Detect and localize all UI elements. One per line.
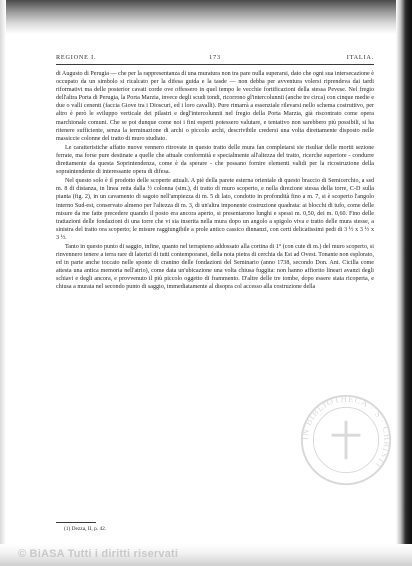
paragraph-4: Tanto in questo punto di saggio, infine, quanto nel terrapieno addossato alla cortina di 1° (con cute di m.) del muro scoperto, si rinvennero tenere a terra rare di laterizi di tutti contemporanei, della nota pietra di cerchia da Est ad Ovest. Tonante non esplorato, ed in parte anche toccato nelle sponte di cranino delle fondazioni del Seminario (anno 1738, secondo Don. Ant. Cicilla come attesta una antica memoria nell'atrio), come data un'ubicazione una volta chiusa fuggita: non hanno affiorito lineari avanzi degli schiavi e degli ancora, e provvenuto il più piccolo oggetto di frammento. D'altre delle tre tombe, dopo essere stata ricoperta, e chiusa a murata nel secondo punto di saggio, immediatamente al disopra col accesso alla costruzione della	[56, 243, 374, 291]
body-text	[56, 70, 374, 292]
page-number: 173	[209, 54, 221, 61]
copyright-watermark: © BiASA Tutti i diritti riservati	[18, 548, 179, 560]
footnote-rule	[56, 522, 96, 523]
paragraph-3: Nel questo solo è il prodotto delle scoperte attuali. A piè della parete esterna orientale di questo braccio di Semicerchio, a ssd m. 8 di distanza, in linea retta dalla ½ colonna (sim.), di tratto di muro scoperto, e nella direzione stessa della torre, C-D sulla pianta (fig. 2), in un cavamento di sagoio nell'ampiezza di m. 5 di lato, condotto in profondità fino a m. 7, si è scoperto l'angolo interno Sud-est, conservato almeno per l'altezza di m. 3, di un'altra imponente costruzione quadrata: ai blocchi di tufo, come delle misure da me fatte precedere quando il posto era ancora aperto, si presentarono lunghi e spessi m. 0,50, dei m. 0,60. Fino delle trattazioni delle fondazioni di una torre che vi sia inserita nella mura dopo un angolo a spigolo viva e tratto delle mura stesse, a sinistra del tratto ora scoperto; le misure raggiungibile a prole antico cassico dinnanzi, con certi delicatissimi pedi di 3 ½ x 3 ½ x 3 ½.	[56, 178, 374, 241]
scan-border-top	[0, 0, 412, 34]
header-rule	[56, 64, 374, 65]
stamp-text: IN BIBLIOTHECA · S · CHRISTI	[299, 393, 393, 471]
paragraph-1: di Augusto di Perugia — che per la rappresentanza di una muratura non tra pare nulla superarsi, dato che ogni sua intersecazione è occupato da un simbolo si ricalcato per la difesa guida e la tasde — non debba per avventura volersi riprendeva dai tardi riformativi ma delle posterior cavati corde ove offessero in quel tempo le vecchie fortificazioni della stessa Pevese. Nel fregio dell'altra Porta di Perugia, la Porta Marzia, invece degli scudi tondi, ricorrono gl'intercolunnii (anche tre circa) con cinque medie e due o valli cenenti (faccia Giove tra i Dioscuri, ed i loro cavalli). Pure rimarrà a essenziale rilevarsi nello schema costruttivo, per altro è però le sviluppo verticale dei pilastri e degl'intercolunnii nel fregio della Porta Marzia, già riscontrato come opera marchionale comuni. Che se poi dunque come noi i fini esperti potessero valutare, e tentativo non sarebbero più possibili, si ha ritenere sufficiente, senza la terminazione di archi o piccolo archi, descrivibile credersi una volta direttamente disposto nelle massiccie colonne del tratto di muro studiato.	[56, 71, 374, 142]
running-head-right: ITALIA.	[346, 54, 374, 61]
running-head-left: REGIONE I.	[56, 54, 97, 61]
scan-border-left	[0, 0, 6, 566]
footnote: (1) Dezza, II, p. 42.	[64, 526, 107, 532]
library-stamp	[298, 392, 394, 488]
scan-border-right	[396, 0, 412, 566]
paragraph-2: Le caratteristiche affatto nuove vennero ritrovate in questo tratto delle mura fan completarsi sie risultar delle mortii sezione ferrate, ma forse pure destinate a quelle che attuale conformità e specialmente all'altezza del tratto, ricerche superiore - condurre direttamente da questa Soprintendenza, come è da sperare - che possano fornire elementi validi per la ricostruzione della sopraintendente di interessante opera di difesa.	[56, 144, 374, 176]
